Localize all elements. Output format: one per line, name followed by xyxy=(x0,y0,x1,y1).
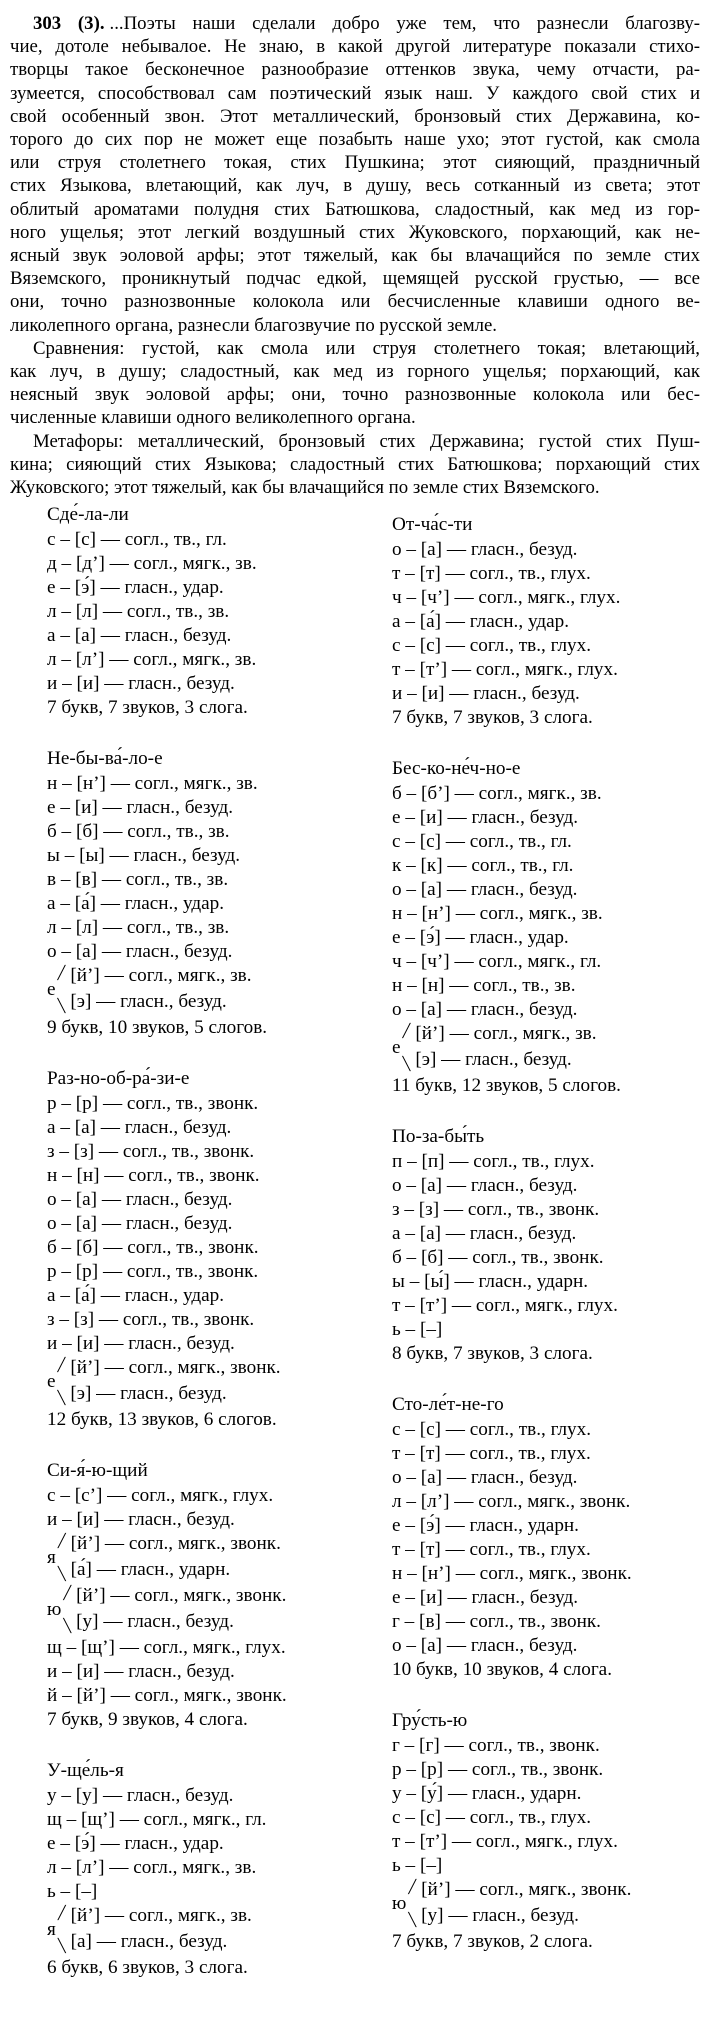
phonetic-row: й – [й’] — согл., мягк., звонк. xyxy=(47,1685,287,1707)
totals-line: 12 букв, 13 звуков, 6 слогов. xyxy=(47,1409,277,1431)
text-line xyxy=(10,35,700,58)
line-text: торого до сих пор не может еще позабыть наше ухо; этот густой, как смола xyxy=(10,129,700,151)
fork-branch xyxy=(62,1584,286,1610)
fork-branch xyxy=(57,1532,281,1558)
branch-text: [у] — гласн., безуд. xyxy=(76,1611,234,1633)
exercise-text xyxy=(10,12,700,499)
phonetic-row: в – [в] — согл., тв., зв. xyxy=(47,869,229,891)
phonetic-row: р – [р] — согл., тв., звонк. xyxy=(47,1261,259,1283)
phonetic-row: с – [с] — согл., тв., глух. xyxy=(392,1419,592,1441)
text-line xyxy=(10,430,700,453)
text-line xyxy=(10,244,700,267)
fork-down-icon: ╲ xyxy=(57,1939,66,1955)
text-line xyxy=(10,406,700,429)
phonetic-row: ь – [–] xyxy=(47,1881,98,1903)
fork-up-icon: ╱ xyxy=(57,1906,66,1922)
word-analysis-block xyxy=(392,1393,700,1682)
phonetic-row: е – [и] — гласн., безуд. xyxy=(392,807,579,829)
phonetic-row: б – [б] — согл., тв., зв. xyxy=(47,821,230,843)
phonetic-row: г – [г] — согл., тв., звонк. xyxy=(392,1735,600,1757)
fork-row xyxy=(392,1022,700,1074)
phonetic-row: л – [л’] — согл., мягк., звонк. xyxy=(392,1491,631,1513)
fork-up-icon: ╱ xyxy=(57,1358,66,1374)
phonetic-row: с – [с] — согл., тв., глух. xyxy=(392,1807,592,1829)
branch-text: [й’] — согл., мягк., звонк. xyxy=(70,1357,281,1379)
phonetic-row: о – [а] — гласн., безуд. xyxy=(392,539,578,561)
phonetic-row: н – [н’] — согл., мягк., зв. xyxy=(392,903,603,925)
text-line xyxy=(10,221,700,244)
fork-up-icon: ╱ xyxy=(402,1024,411,1040)
text-line xyxy=(10,128,700,151)
word-analysis-block xyxy=(47,1459,355,1732)
word-header: Не-бы-ва́-ло-е xyxy=(47,748,163,770)
phonetic-row: щ – [щ’] — согл., мягк., глух. xyxy=(47,1637,286,1659)
comparisons-paragraph xyxy=(10,337,700,430)
line-text: стих Языкова, влетающий, как луч, в душу, весь сотканный из света; этот xyxy=(10,175,700,197)
fork-letter: ю xyxy=(392,1893,407,1915)
totals-line: 6 букв, 6 звуков, 3 слога. xyxy=(47,1957,248,1979)
phonetic-row: и – [и] — гласн., безуд. xyxy=(392,683,580,705)
fork-branch xyxy=(57,990,252,1016)
totals-line: 11 букв, 12 звуков, 5 слогов. xyxy=(392,1075,621,1097)
totals-line: 8 букв, 7 звуков, 3 слога. xyxy=(392,1343,593,1365)
text-line xyxy=(10,151,700,174)
branch-text: [э] — гласн., безуд. xyxy=(415,1049,572,1071)
phonetic-row: е – [э́] — гласн., удар. xyxy=(47,577,224,599)
phonetic-row: о – [а] — гласн., безуд. xyxy=(392,879,578,901)
phonetic-row: р – [р] — согл., тв., звонк. xyxy=(392,1759,604,1781)
fork-up-icon: ╱ xyxy=(63,1586,72,1602)
line-text: ликолепного органа, разнесли благозвучие по русской земле. xyxy=(10,314,497,336)
branch-text: [й’] — согл., мягк., звонк. xyxy=(76,1585,287,1607)
totals-line: 9 букв, 10 звуков, 5 слогов. xyxy=(47,1017,268,1039)
phonetic-row: е – [и] — гласн., безуд. xyxy=(392,1587,579,1609)
text-line xyxy=(10,453,700,476)
fork-branch xyxy=(57,1558,281,1584)
fork-down-icon: ╲ xyxy=(402,1057,411,1073)
phonetic-row: т – [т’] — согл., мягк., глух. xyxy=(392,1831,618,1853)
phonetic-row: с – [с] — согл., тв., гл. xyxy=(47,529,227,551)
branch-text: [й’] — согл., мягк., зв. xyxy=(70,965,252,987)
line-text: или струя столетнего токая, стих Пушкина; этот сияющий, праздничный xyxy=(10,152,700,174)
line-text: ясный звук эоловой арфы; этот тяжелый, как бы влачащийся по земле стих xyxy=(10,245,700,267)
fork-branch xyxy=(57,964,252,990)
phonetic-row: п – [п] — согл., тв., глух. xyxy=(392,1151,595,1173)
phonetic-row: з – [з] — согл., тв., звонк. xyxy=(392,1199,600,1221)
phonetic-row: н – [н] — согл., тв., зв. xyxy=(392,975,576,997)
line-text: они, точно разнозвонные колокола или бесчисленные клавиши одного ве- xyxy=(10,291,700,313)
phonetic-row: у – [у] — гласн., безуд. xyxy=(47,1785,234,1807)
fork-letter: ю xyxy=(47,1599,62,1621)
totals-line: 10 букв, 10 звуков, 4 слога. xyxy=(392,1659,612,1681)
word-analysis-block xyxy=(392,1125,700,1366)
fork-branch xyxy=(57,1930,252,1956)
phonetic-row: о – [а] — гласн., безуд. xyxy=(392,1467,578,1489)
phonetic-row: т – [т] — согл., тв., глух. xyxy=(392,563,591,585)
line-text: ного ущелья; этот легкий воздушный стих Жуковского, порхающий, как не- xyxy=(10,221,700,243)
phonetic-row: и – [и] — гласн., безуд. xyxy=(47,1509,235,1531)
word-analysis-block xyxy=(392,1709,700,1954)
word-analysis-block xyxy=(47,747,355,1040)
line-text: свой особенный звон. Этот металлический, бронзовый стих Державина, ко- xyxy=(10,105,700,127)
branch-text: [у] — гласн., безуд. xyxy=(421,1905,579,1927)
fork-letter: я xyxy=(47,1547,56,1569)
fork-branch xyxy=(402,1022,597,1048)
fork-down-icon: ╲ xyxy=(57,999,66,1015)
phonetic-row: о – [а] — гласн., безуд. xyxy=(47,1189,233,1211)
phonetic-row: о – [а] — гласн., безуд. xyxy=(47,1213,233,1235)
fork-branches xyxy=(57,1904,252,1956)
text-line xyxy=(10,314,700,337)
phonetic-row: е – [э́] — гласн., удар. xyxy=(392,927,569,949)
phonetic-row: н – [н’] — согл., мягк., зв. xyxy=(47,773,258,795)
phonetic-row: л – [л] — согл., тв., зв. xyxy=(47,917,230,939)
fork-row xyxy=(47,1584,355,1636)
phonetic-row: с – [с] — согл., тв., глух. xyxy=(392,635,592,657)
phonetic-row: н – [н] — согл., тв., звонк. xyxy=(47,1165,260,1187)
fork-letter: е xyxy=(47,979,56,1001)
branch-text: [а́] — гласн., ударн. xyxy=(70,1559,231,1581)
branch-text: [э] — гласн., безуд. xyxy=(70,1383,227,1405)
fork-down-icon: ╲ xyxy=(408,1913,417,1929)
text-line xyxy=(10,360,700,383)
phonetic-row: а – [а́] — гласн., удар. xyxy=(392,611,569,633)
fork-letter: е xyxy=(47,1371,56,1393)
phonetic-row: и – [и] — гласн., безуд. xyxy=(47,673,235,695)
fork-row xyxy=(47,1356,355,1408)
right-analysis-column xyxy=(355,503,700,2007)
text-line xyxy=(10,12,700,35)
line-text: зумеется, способствовал сам поэтический язык наш. У каждого свой стих и xyxy=(10,82,700,104)
phonetic-row: ь – [–] xyxy=(392,1319,443,1341)
phonetic-row: о – [а] — гласн., безуд. xyxy=(392,1635,578,1657)
phonetic-row: о – [а] — гласн., безуд. xyxy=(47,941,233,963)
phonetic-row: о – [а] — гласн., безуд. xyxy=(392,1175,578,1197)
fork-branch xyxy=(407,1904,631,1930)
phonetic-row: а – [а́] — гласн., удар. xyxy=(47,893,224,915)
phonetic-row: ч – [ч’] — согл., мягк., глух. xyxy=(392,587,621,609)
fork-letter: я xyxy=(47,1919,56,1941)
word-header: Гру́сть-ю xyxy=(392,1710,468,1732)
totals-line: 7 букв, 9 звуков, 4 слога. xyxy=(47,1709,248,1731)
phonetic-row: е – [э́] — гласн., ударн. xyxy=(392,1515,579,1537)
phonetic-row: г – [в] — согл., тв., звонк. xyxy=(392,1611,601,1633)
word-analysis-columns xyxy=(10,503,700,2007)
fork-branch xyxy=(402,1048,597,1074)
text-line xyxy=(10,82,700,105)
line-text: неясный звук эоловой арфы; они, точно разнозвонные колокола или бес- xyxy=(10,384,700,406)
word-header: Сде́-ла-ли xyxy=(47,504,129,526)
line-text: Сравнения: густой, как смола или струя столетнего токая; влетающий, xyxy=(33,337,700,359)
phonetic-row: д – [д’] — согл., мягк., зв. xyxy=(47,553,257,575)
text-line xyxy=(10,267,700,290)
fork-up-icon: ╱ xyxy=(57,1534,66,1550)
phonetic-row: т – [т] — согл., тв., глух. xyxy=(392,1539,591,1561)
word-header: Си-я́-ю-щий xyxy=(47,1460,148,1482)
fork-branches xyxy=(57,1532,281,1584)
phonetic-row: б – [б] — согл., тв., звонк. xyxy=(47,1237,259,1259)
text-line xyxy=(10,290,700,313)
phonetic-row: ы – [ы] — гласн., безуд. xyxy=(47,845,241,867)
line-text: чие, дотоле небывалое. Не знаю, в какой другой литературе показали стихо- xyxy=(10,36,700,58)
phonetic-row: и – [и] — гласн., безуд. xyxy=(47,1333,235,1355)
phonetic-row: р – [р] — согл., тв., звонк. xyxy=(47,1093,259,1115)
fork-up-icon: ╱ xyxy=(408,1880,417,1896)
text-line xyxy=(10,58,700,81)
phonetic-row: л – [л’] — согл., мягк., зв. xyxy=(47,1857,257,1879)
text-line xyxy=(10,174,700,197)
totals-line: 7 букв, 7 звуков, 3 слога. xyxy=(392,707,593,729)
phonetic-row: б – [б’] — согл., мягк., зв. xyxy=(392,783,602,805)
fork-letter: е xyxy=(392,1037,401,1059)
phonetic-row: а – [а] — гласн., безуд. xyxy=(47,1117,232,1139)
word-header: По-за-бы́ть xyxy=(392,1126,485,1148)
phonetic-row: у – [у́] — гласн., ударн. xyxy=(392,1783,582,1805)
fork-row xyxy=(47,1904,355,1956)
word-header: У-ще́ль-я xyxy=(47,1760,124,1782)
word-analysis-block xyxy=(392,757,700,1098)
word-header: От-ча́с-ти xyxy=(392,514,473,536)
branch-text: [й’] — согл., мягк., звонк. xyxy=(421,1879,632,1901)
phonetic-row: ы – [ы́] — гласн., ударн. xyxy=(392,1271,589,1293)
word-header: Сто-ле́т-не-го xyxy=(392,1394,504,1416)
text-line xyxy=(10,476,700,499)
fork-branches xyxy=(407,1878,631,1930)
phonetic-row: т – [т] — согл., тв., глух. xyxy=(392,1443,591,1465)
branch-text: [э] — гласн., безуд. xyxy=(70,991,227,1013)
line-text: численные клавиши одного великолепного органа. xyxy=(10,407,416,429)
phonetic-row: ь – [–] xyxy=(392,1855,443,1877)
phonetic-row: а – [а] — гласн., безуд. xyxy=(47,625,232,647)
totals-line: 7 букв, 7 звуков, 2 слога. xyxy=(392,1931,593,1953)
fork-row xyxy=(392,1878,700,1930)
phonetic-row: к – [к] — согл., тв., гл. xyxy=(392,855,574,877)
phonetic-row: е – [э́] — гласн., удар. xyxy=(47,1833,224,1855)
fork-up-icon: ╱ xyxy=(57,966,66,982)
word-analysis-block xyxy=(392,513,700,730)
fork-branch xyxy=(62,1610,286,1636)
text-line xyxy=(10,105,700,128)
line-text: кина; сияющий стих Языкова; сладостный стих Батюшкова; порхающий стих xyxy=(10,453,700,475)
fork-branches xyxy=(402,1022,597,1074)
line-text: творцы такое бесконечное разнообразие оттенков звука, чему отчасти, ра- xyxy=(10,59,700,81)
exercise-number: 303 (3). xyxy=(33,13,105,34)
phonetic-row: е – [и] — гласн., безуд. xyxy=(47,797,234,819)
branch-text: [й’] — согл., мягк., зв. xyxy=(415,1023,597,1045)
text-line xyxy=(10,337,700,360)
fork-down-icon: ╲ xyxy=(63,1619,72,1635)
fork-branch xyxy=(57,1904,252,1930)
phonetic-row: з – [з] — согл., тв., звонк. xyxy=(47,1309,255,1331)
text-line xyxy=(10,198,700,221)
word-header: Бес-ко-не́ч-но-е xyxy=(392,758,521,780)
word-analysis-block xyxy=(47,1067,355,1432)
exercise-paragraph xyxy=(10,12,700,337)
phonetic-row: и – [и] — гласн., безуд. xyxy=(47,1661,235,1683)
phonetic-row: н – [н’] — согл., мягк., звонк. xyxy=(392,1563,632,1585)
fork-branch xyxy=(407,1878,631,1904)
word-analysis-block xyxy=(47,503,355,720)
line-text: как луч, в душу; сладостный, как мед из горного ущелья; порхающий, как xyxy=(10,361,700,383)
phonetic-row: а – [а] — гласн., безуд. xyxy=(392,1223,577,1245)
phonetic-row: с – [с] — согл., тв., гл. xyxy=(392,831,572,853)
fork-row xyxy=(47,964,355,1016)
line-text: ...Поэты наши сделали добро уже тем, что разнесли благозву- xyxy=(109,13,701,34)
line-text: облитый ароматами полудня стих Батюшкова, сладостный, как мед из гор- xyxy=(10,198,700,220)
phonetic-row: щ – [щ’] — согл., мягк., гл. xyxy=(47,1809,267,1831)
line-text: Метафоры: металлический, бронзовый стих Державина; густой стих Пуш- xyxy=(33,430,700,452)
left-analysis-column xyxy=(10,503,355,2007)
branch-text: [й’] — согл., мягк., зв. xyxy=(70,1905,252,1927)
line-text: Вяземского, проникнутый подчас едкой, щемящей русской грустью, — все xyxy=(10,268,700,290)
fork-branches xyxy=(57,964,252,1016)
line-text: Жуковского; этот тяжелый, как бы влачащийся по земле стих Вяземского. xyxy=(10,477,600,499)
word-analysis-block xyxy=(47,1759,355,1980)
phonetic-row: ч – [ч’] — согл., мягк., гл. xyxy=(392,951,602,973)
phonetic-row: т – [т’] — согл., мягк., глух. xyxy=(392,659,618,681)
word-header: Раз-но-об-ра́-зи-е xyxy=(47,1068,190,1090)
fork-row xyxy=(47,1532,355,1584)
fork-branches xyxy=(62,1584,286,1636)
phonetic-row: а – [а́] — гласн., удар. xyxy=(47,1285,224,1307)
phonetic-row: з – [з] — согл., тв., звонк. xyxy=(47,1141,255,1163)
totals-line: 7 букв, 7 звуков, 3 слога. xyxy=(47,697,248,719)
phonetic-row: б – [б] — согл., тв., звонк. xyxy=(392,1247,604,1269)
fork-branches xyxy=(57,1356,281,1408)
fork-branch xyxy=(57,1356,281,1382)
phonetic-row: л – [л’] — согл., мягк., зв. xyxy=(47,649,257,671)
phonetic-row: о – [а] — гласн., безуд. xyxy=(392,999,578,1021)
phonetic-row: с – [с’] — согл., мягк., глух. xyxy=(47,1485,274,1507)
phonetic-row: т – [т’] — согл., мягк., глух. xyxy=(392,1295,618,1317)
branch-text: [й’] — согл., мягк., звонк. xyxy=(70,1533,281,1555)
fork-down-icon: ╲ xyxy=(57,1391,66,1407)
branch-text: [а] — гласн., безуд. xyxy=(70,1931,228,1953)
phonetic-row: л – [л] — согл., тв., зв. xyxy=(47,601,230,623)
text-line xyxy=(10,383,700,406)
fork-down-icon: ╲ xyxy=(57,1567,66,1583)
metaphors-paragraph xyxy=(10,430,700,500)
fork-branch xyxy=(57,1382,281,1408)
